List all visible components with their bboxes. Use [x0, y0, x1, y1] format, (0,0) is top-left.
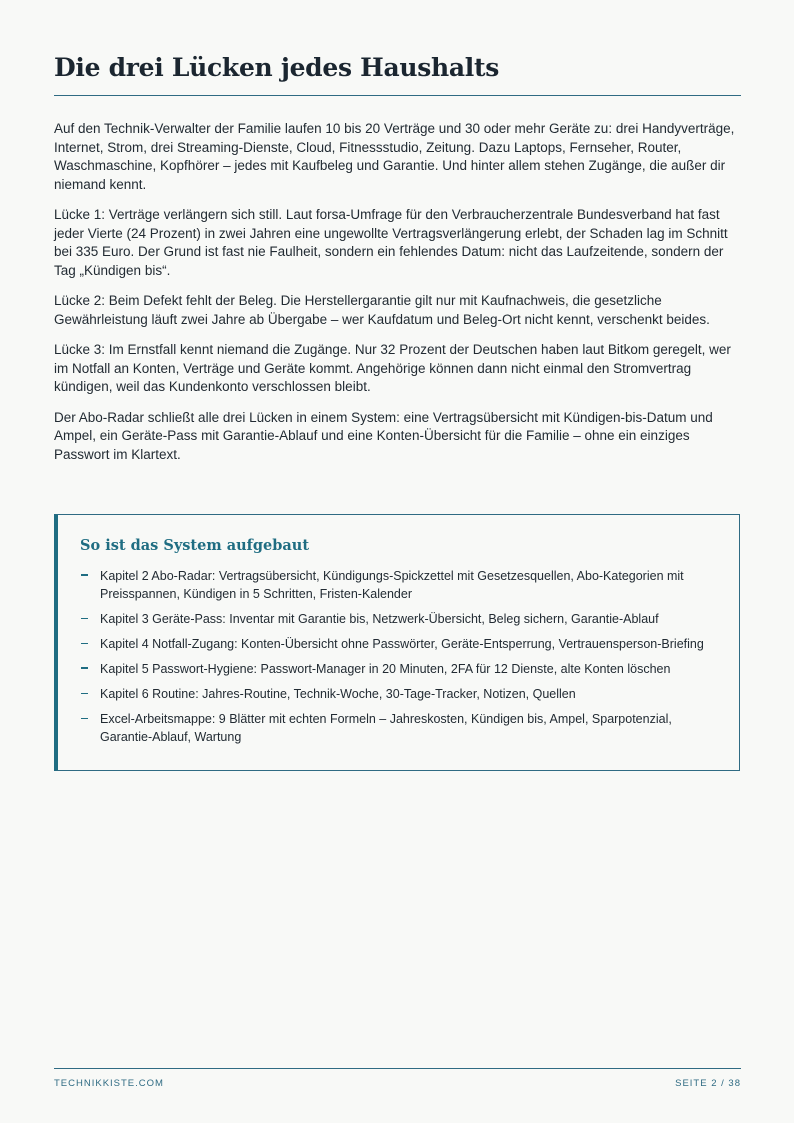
- chapter-item-routine: [80, 685, 720, 703]
- chapter-item-label: Kapitel 4 Notfall-Zugang: Konten-Übersicht ohne Passwörter, Geräte-Entsperrung, Vertrauensperson-Briefing: [100, 637, 704, 651]
- title-divider: [54, 95, 741, 96]
- intro-paragraph: Auf den Technik-Verwalter der Familie laufen 10 bis 20 Verträge und 30 oder mehr Geräte zu: drei Handyverträge, Internet, Strom, drei Streaming-Dienste, Cloud, Fitnessstudio, Zeitung. Dazu Laptops, Fernseher, Router, Waschmaschine, Kopfhörer – jedes mit Kaufbeleg und Garantie. Und hinter allem stehen Zugänge, die außer dir niemand kennt.: [54, 121, 735, 192]
- chapter-item-label: Kapitel 2 Abo-Radar: Vertragsübersicht, Kündigungs-Spickzettel mit Gesetzesquellen, Abo-Kategorien mit Preisspannen, Kündigen in 5 Schritten, Fristen-Kalender: [100, 569, 684, 601]
- dash-bullet-icon: [81, 574, 88, 576]
- footer-page-number: SEITE 2 / 38: [675, 1078, 741, 1089]
- system-overview-box: [54, 514, 740, 771]
- body-text: [54, 120, 741, 476]
- gap-2-paragraph: Lücke 2: Beim Defekt fehlt der Beleg. Die Herstellergarantie gilt nur mit Kaufnachweis, die gesetzliche Gewährleistung läuft zwei Jahre ab Übergabe – wer Kaufdatum und Beleg-Ort nicht kennt, verschenkt beides.: [54, 293, 710, 327]
- chapter-item-label: Excel-Arbeitsmappe: 9 Blätter mit echten Formeln – Jahreskosten, Kündigen bis, Ampel, Sparpotenzial, Garantie-Ablauf, Wartung: [100, 712, 672, 744]
- dash-bullet-icon: [81, 718, 88, 719]
- gap-3-paragraph: Lücke 3: Im Ernstfall kennt niemand die Zugänge. Nur 32 Prozent der Deutschen haben laut Bitkom geregelt, wer im Notfall an Konten, Verträge und Geräte kommt. Angehörige können dann nicht einmal den Stromvertrag kündigen, weil das Kundenkonto verschlossen bleibt.: [54, 342, 731, 394]
- solution-paragraph: Der Abo-Radar schließt alle drei Lücken in einem System: eine Vertragsübersicht mit Kündigen-bis-Datum und Ampel, ein Geräte-Pass mit Garantie-Ablauf und eine Konten-Übersicht für die Familie – ohne ein einziges Passwort im Klartext.: [54, 409, 713, 462]
- chapter-item-label: Kapitel 6 Routine: Jahres-Routine, Technik-Woche, 30-Tage-Tracker, Notizen, Quellen: [100, 687, 576, 701]
- chapter-item-notfall-zugang: [80, 635, 720, 653]
- dash-bullet-icon: [81, 667, 88, 669]
- footer-site-name: TECHNIKKISTE.COM: [54, 1078, 164, 1089]
- chapter-item-label: Kapitel 5 Passwort-Hygiene: Passwort-Manager in 20 Minuten, 2FA für 12 Dienste, alte Konten löschen: [100, 662, 671, 676]
- chapter-item-geraete-pass: [80, 610, 720, 628]
- dash-bullet-icon: [81, 643, 88, 644]
- chapter-item-abo-radar: [80, 567, 720, 603]
- dash-bullet-icon: [81, 693, 88, 694]
- page-title: Die drei Lücken jedes Haushalts: [54, 53, 500, 82]
- chapter-item-excel-workbook: [80, 710, 720, 746]
- chapter-list: [80, 567, 720, 753]
- dash-bullet-icon: [81, 618, 88, 619]
- footer-divider: [54, 1068, 741, 1069]
- system-box-title: So ist das System aufgebaut: [80, 537, 310, 554]
- gap-1-paragraph: Lücke 1: Verträge verlängern sich still. Laut forsa-Umfrage für den Verbraucherzentrale Bundesverband hat fast jeder Vierte (24 Prozent) in zwei Jahren eine ungewollte Vertragsverlängerung erlebt, der Schaden lag im Schnitt bei 335 Euro. Der Grund ist fast nie Faulheit, sondern ein fehlendes Datum: nicht das Laufzeitende, sondern der Tag „Kündigen bis“.: [54, 207, 728, 278]
- chapter-item-label: Kapitel 3 Geräte-Pass: Inventar mit Garantie bis, Netzwerk-Übersicht, Beleg sichern, Garantie-Ablauf: [100, 612, 659, 626]
- chapter-item-passwort-hygiene: [80, 660, 720, 678]
